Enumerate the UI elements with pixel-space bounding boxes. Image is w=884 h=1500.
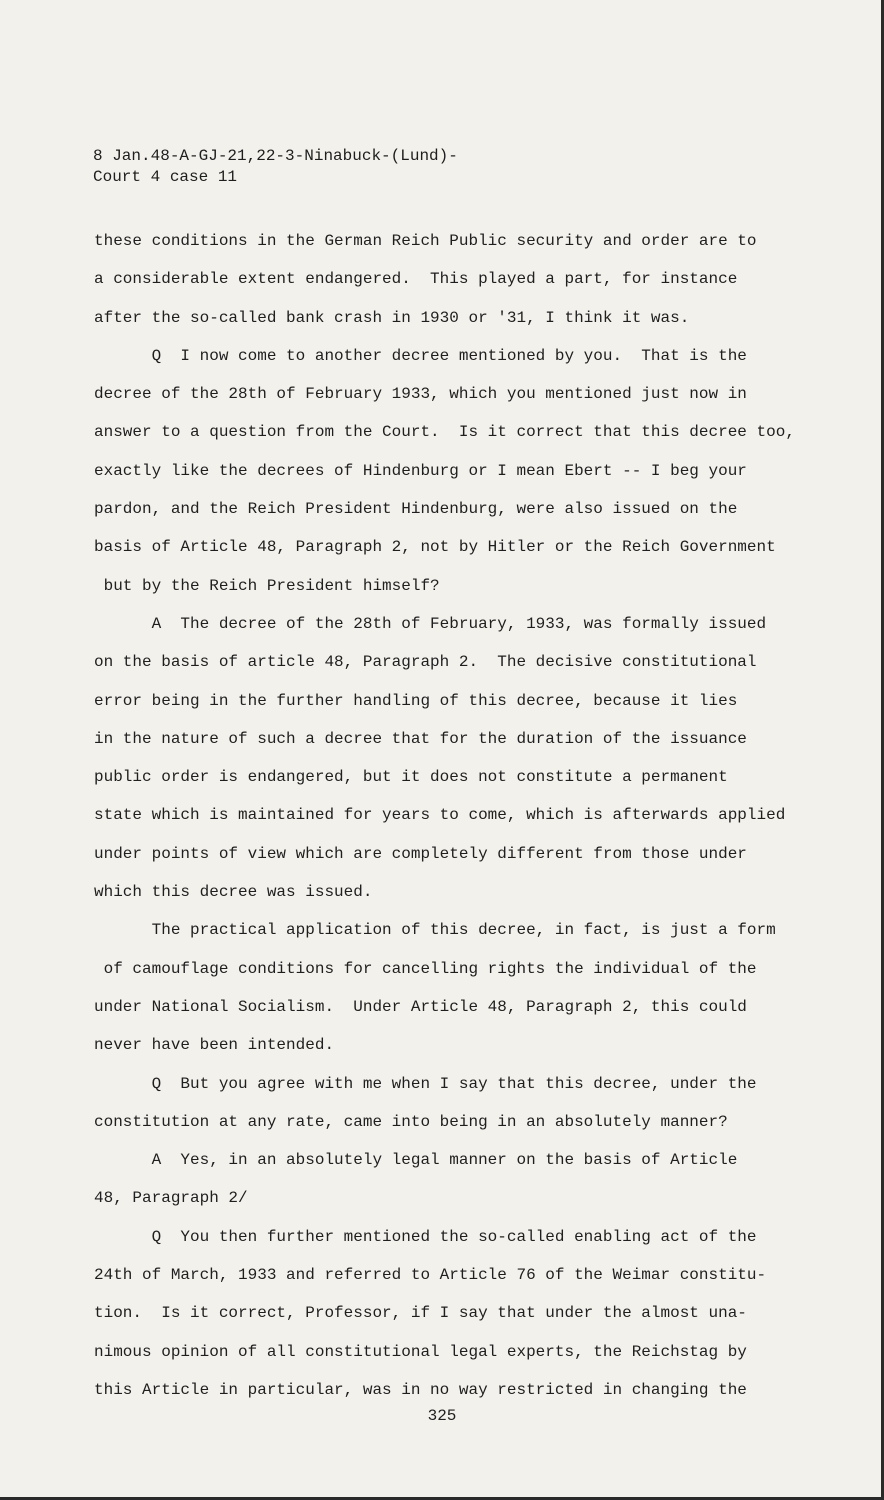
text-line: these conditions in the German Reich Public security and order are to bbox=[94, 232, 757, 250]
header-line-1: 8 Jan.48-A-GJ-21,22-3-Ninabuck-(Lund)- bbox=[93, 147, 458, 165]
text-line: of camouflage conditions for cancelling rights the individual of the bbox=[94, 959, 757, 978]
text-line: after the so-called bank crash in 1930 or '31, I think it was. bbox=[94, 308, 690, 327]
text-line: 48, Paragraph 2/ bbox=[94, 1189, 248, 1208]
text-line: tion. Is it correct, Professor, if I say that under the almost una- bbox=[94, 1304, 747, 1323]
text-line: Q I now come to another decree mentioned by you. That is the bbox=[94, 346, 747, 365]
text-line: this Article in particular, was in no way restricted in changing the bbox=[94, 1380, 747, 1399]
text-line: A Yes, in an absolutely legal manner on the basis of Article bbox=[94, 1151, 738, 1170]
text-line: but by the Reich President himself? bbox=[94, 576, 440, 595]
text-line: error being in the further handling of this decree, because it lies bbox=[94, 691, 738, 710]
text-line: Q But you agree with me when I say that this decree, under the bbox=[94, 1074, 757, 1093]
text-line: under National Socialism. Under Article 48, Paragraph 2, this could bbox=[94, 997, 747, 1016]
document-header bbox=[93, 146, 458, 188]
text-line: A The decree of the 28th of February, 1933, was formally issued bbox=[94, 614, 767, 633]
text-line: Q You then further mentioned the so-called enabling act of the bbox=[94, 1227, 757, 1246]
text-line: never have been intended. bbox=[94, 1036, 335, 1055]
text-line: nimous opinion of all constitutional legal experts, the Reichstag by bbox=[94, 1342, 747, 1361]
text-line: public order is endangered, but it does not constitute a permanent bbox=[94, 768, 728, 787]
text-line: exactly like the decrees of Hindenburg or I mean Ebert -- I beg your bbox=[94, 461, 747, 480]
text-line: constitution at any rate, came into being in an absolutely manner? bbox=[94, 1112, 728, 1131]
transcript-body bbox=[94, 222, 814, 1409]
text-line: on the basis of article 48, Paragraph 2. The decisive constitutional bbox=[94, 653, 757, 672]
text-line: decree of the 28th of February 1933, which you mentioned just now in bbox=[94, 385, 747, 404]
text-line: basis of Article 48, Paragraph 2, not by Hitler or the Reich Government bbox=[94, 538, 776, 557]
text-line: The practical application of this decree, in fact, is just a form bbox=[94, 921, 776, 940]
text-line: under points of view which are completely different from those under bbox=[94, 844, 747, 863]
page-number: 325 bbox=[427, 1407, 457, 1425]
text-line: in the nature of such a decree that for the duration of the issuance bbox=[94, 729, 747, 748]
text-line: a considerable extent endangered. This played a part, for instance bbox=[94, 270, 738, 289]
text-line: 24th of March, 1933 and referred to Article 76 of the Weimar constitu- bbox=[94, 1266, 767, 1285]
text-line: state which is maintained for years to come, which is afterwards applied bbox=[94, 806, 786, 825]
text-line: which this decree was issued. bbox=[94, 883, 373, 902]
text-line: pardon, and the Reich President Hindenburg, were also issued on the bbox=[94, 500, 738, 519]
header-line-2: Court 4 case 11 bbox=[93, 168, 238, 186]
text-line: answer to a question from the Court. Is it correct that this decree too, bbox=[94, 423, 795, 442]
